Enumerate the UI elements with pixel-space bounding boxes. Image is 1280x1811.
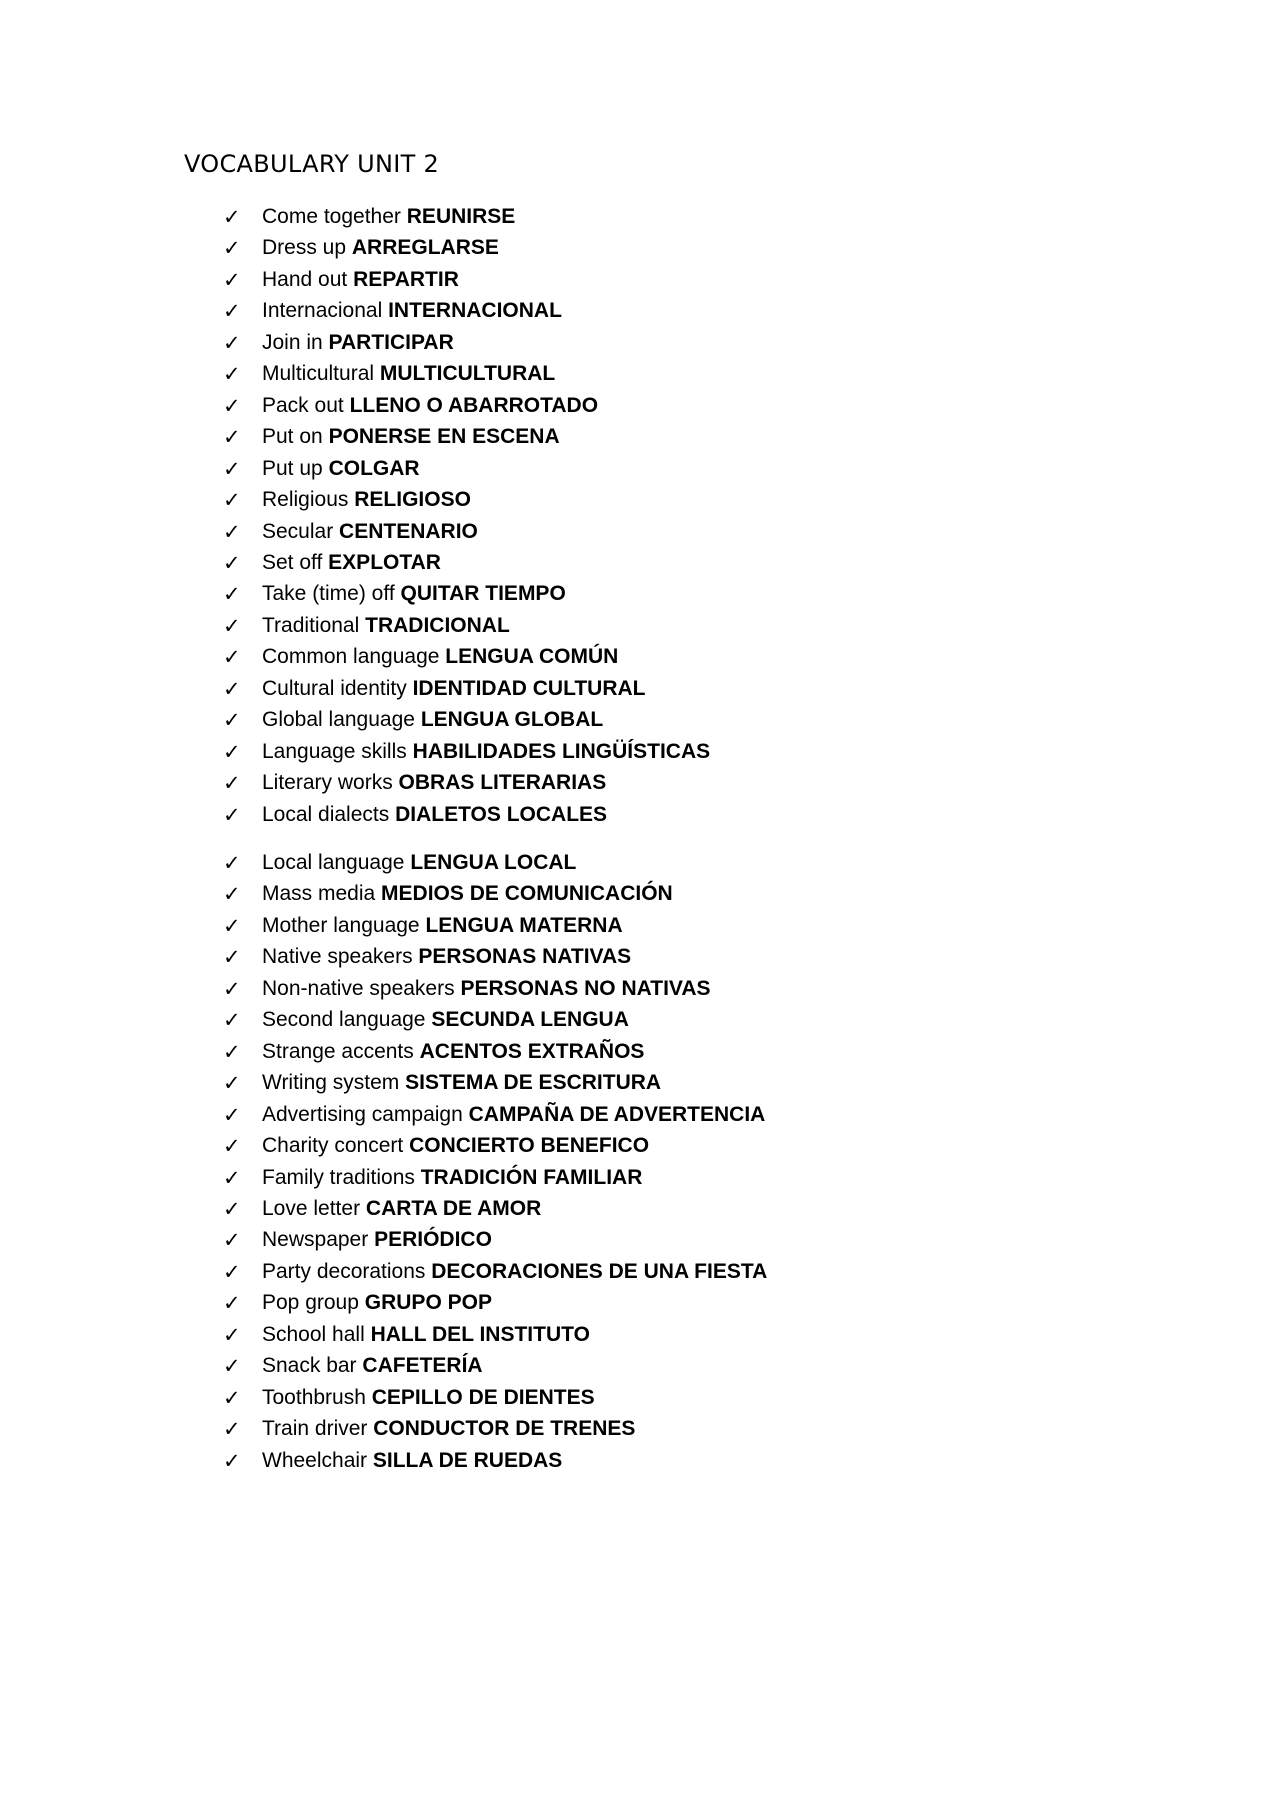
check-icon: ✓ bbox=[223, 677, 241, 701]
spanish-translation: CAMPAÑA DE ADVERTENCIA bbox=[468, 1103, 766, 1126]
check-icon: ✓ bbox=[223, 851, 241, 875]
vocab-entry bbox=[262, 1415, 635, 1443]
spanish-translation: SILLA DE RUEDAS bbox=[372, 1449, 563, 1472]
english-term: Pack out bbox=[262, 394, 344, 417]
vocab-entry bbox=[262, 1132, 649, 1160]
english-term: Advertising campaign bbox=[262, 1103, 463, 1126]
vocab-entry bbox=[262, 1069, 661, 1097]
vocab-entry bbox=[262, 1195, 541, 1223]
spanish-translation: LENGUA LOCAL bbox=[410, 851, 577, 874]
vocab-entry bbox=[262, 706, 603, 734]
english-term: Family traditions bbox=[262, 1166, 415, 1189]
check-icon: ✓ bbox=[223, 1386, 241, 1410]
spanish-translation: DIALETOS LOCALES bbox=[395, 803, 608, 826]
check-icon: ✓ bbox=[223, 614, 241, 638]
check-icon: ✓ bbox=[223, 1040, 241, 1064]
english-term: Common language bbox=[262, 645, 440, 668]
check-icon: ✓ bbox=[223, 268, 241, 292]
check-icon: ✓ bbox=[223, 299, 241, 323]
english-term: Global language bbox=[262, 708, 415, 731]
vocab-entry bbox=[262, 912, 623, 940]
page-title: VOCABULARY UNIT 2 bbox=[184, 150, 440, 178]
english-term: Snack bar bbox=[262, 1354, 357, 1377]
english-term: School hall bbox=[262, 1323, 365, 1346]
english-term: Party decorations bbox=[262, 1260, 426, 1283]
vocab-entry bbox=[262, 234, 499, 262]
english-term: Put up bbox=[262, 457, 323, 480]
check-icon: ✓ bbox=[223, 1323, 241, 1347]
vocab-entry bbox=[262, 329, 454, 357]
spanish-translation: IDENTIDAD CULTURAL bbox=[412, 677, 646, 700]
english-term: Train driver bbox=[262, 1417, 368, 1440]
check-icon: ✓ bbox=[223, 1417, 241, 1441]
check-icon: ✓ bbox=[223, 1134, 241, 1158]
vocab-entry bbox=[262, 203, 515, 231]
spanish-translation: INTERNACIONAL bbox=[388, 299, 562, 322]
check-icon: ✓ bbox=[223, 914, 241, 938]
check-icon: ✓ bbox=[223, 1008, 241, 1032]
spanish-translation: HALL DEL INSTITUTO bbox=[370, 1323, 590, 1346]
english-term: Multicultural bbox=[262, 362, 375, 385]
english-term: Strange accents bbox=[262, 1040, 414, 1063]
english-term: Mass media bbox=[262, 882, 376, 905]
vocab-entry bbox=[262, 612, 510, 640]
english-term: Non-native speakers bbox=[262, 977, 455, 1000]
vocab-entry bbox=[262, 1352, 483, 1380]
vocab-entry bbox=[262, 486, 471, 514]
vocab-entry bbox=[262, 455, 420, 483]
spanish-translation: CARTA DE AMOR bbox=[365, 1197, 542, 1220]
spanish-translation: SECUNDA LENGUA bbox=[431, 1008, 629, 1031]
spanish-translation: DECORACIONES DE UNA FIESTA bbox=[431, 1260, 768, 1283]
check-icon: ✓ bbox=[223, 488, 241, 512]
spanish-translation: CENTENARIO bbox=[339, 520, 478, 543]
english-term: Toothbrush bbox=[262, 1386, 366, 1409]
check-icon: ✓ bbox=[223, 394, 241, 418]
check-icon: ✓ bbox=[223, 1354, 241, 1378]
spanish-translation: QUITAR TIEMPO bbox=[400, 582, 566, 605]
spanish-translation: PERSONAS NATIVAS bbox=[418, 945, 632, 968]
english-term: Love letter bbox=[262, 1197, 361, 1220]
vocab-entry bbox=[262, 392, 598, 420]
vocab-entry bbox=[262, 880, 673, 908]
spanish-translation: PONERSE EN ESCENA bbox=[328, 425, 560, 448]
check-icon: ✓ bbox=[223, 331, 241, 355]
english-term: Take (time) off bbox=[262, 582, 395, 605]
check-icon: ✓ bbox=[223, 1228, 241, 1252]
spanish-translation: ARREGLARSE bbox=[351, 236, 499, 259]
spanish-translation: PERIÓDICO bbox=[374, 1228, 492, 1251]
english-term: Dress up bbox=[262, 236, 347, 259]
vocab-entry bbox=[262, 1006, 629, 1034]
vocab-entry bbox=[262, 518, 478, 546]
english-term: Native speakers bbox=[262, 945, 413, 968]
english-term: Wheelchair bbox=[262, 1449, 368, 1472]
vocab-entry bbox=[262, 1038, 644, 1066]
spanish-translation: PARTICIPAR bbox=[328, 331, 454, 354]
check-icon: ✓ bbox=[223, 645, 241, 669]
check-icon: ✓ bbox=[223, 1449, 241, 1473]
spanish-translation: COLGAR bbox=[328, 457, 420, 480]
english-term: Set off bbox=[262, 551, 323, 574]
spanish-translation: CAFETERÍA bbox=[362, 1354, 483, 1377]
check-icon: ✓ bbox=[223, 945, 241, 969]
vocab-entry bbox=[262, 675, 646, 703]
vocab-entry bbox=[262, 1447, 562, 1475]
check-icon: ✓ bbox=[223, 1103, 241, 1127]
vocab-entry bbox=[262, 297, 562, 325]
english-term: Put on bbox=[262, 425, 323, 448]
english-term: Second language bbox=[262, 1008, 426, 1031]
english-term: Language skills bbox=[262, 740, 407, 763]
spanish-translation: LENGUA MATERNA bbox=[425, 914, 623, 937]
spanish-translation: CONCIERTO BENEFICO bbox=[409, 1134, 650, 1157]
spanish-translation: EXPLOTAR bbox=[328, 551, 441, 574]
spanish-translation: MEDIOS DE COMUNICACIÓN bbox=[381, 882, 673, 905]
vocab-entry bbox=[262, 738, 710, 766]
vocab-entry bbox=[262, 1164, 642, 1192]
check-icon: ✓ bbox=[223, 977, 241, 1001]
english-term: Local language bbox=[262, 851, 405, 874]
english-term: Writing system bbox=[262, 1071, 400, 1094]
check-icon: ✓ bbox=[223, 740, 241, 764]
check-icon: ✓ bbox=[223, 1291, 241, 1315]
english-term: Pop group bbox=[262, 1291, 359, 1314]
spanish-translation: SISTEMA DE ESCRITURA bbox=[405, 1071, 662, 1094]
check-icon: ✓ bbox=[223, 803, 241, 827]
english-term: Join in bbox=[262, 331, 323, 354]
check-icon: ✓ bbox=[223, 1071, 241, 1095]
check-icon: ✓ bbox=[223, 1166, 241, 1190]
vocab-entry bbox=[262, 1258, 767, 1286]
check-icon: ✓ bbox=[223, 205, 241, 229]
vocab-entry bbox=[262, 1321, 590, 1349]
check-icon: ✓ bbox=[223, 771, 241, 795]
vocab-entry bbox=[262, 549, 441, 577]
spanish-translation: GRUPO POP bbox=[364, 1291, 492, 1314]
vocab-entry bbox=[262, 975, 711, 1003]
english-term: Come together bbox=[262, 205, 401, 228]
spanish-translation: PERSONAS NO NATIVAS bbox=[460, 977, 711, 1000]
english-term: Cultural identity bbox=[262, 677, 407, 700]
check-icon: ✓ bbox=[223, 425, 241, 449]
spanish-translation: CONDUCTOR DE TRENES bbox=[373, 1417, 636, 1440]
vocab-entry bbox=[262, 643, 618, 671]
check-icon: ✓ bbox=[223, 1260, 241, 1284]
english-term: Secular bbox=[262, 520, 334, 543]
check-icon: ✓ bbox=[223, 882, 241, 906]
english-term: Newspaper bbox=[262, 1228, 369, 1251]
spanish-translation: LENGUA GLOBAL bbox=[420, 708, 604, 731]
spanish-translation: HABILIDADES LINGÜÍSTICAS bbox=[412, 740, 711, 763]
english-term: Local dialects bbox=[262, 803, 390, 826]
english-term: Internacional bbox=[262, 299, 383, 322]
spanish-translation: RELIGIOSO bbox=[354, 488, 471, 511]
english-term: Religious bbox=[262, 488, 349, 511]
vocab-entry bbox=[262, 849, 576, 877]
vocab-entry bbox=[262, 266, 459, 294]
english-term: Mother language bbox=[262, 914, 420, 937]
vocab-entry bbox=[262, 769, 606, 797]
spanish-translation: LENGUA COMÚN bbox=[445, 645, 619, 668]
english-term: Traditional bbox=[262, 614, 360, 637]
check-icon: ✓ bbox=[223, 551, 241, 575]
spanish-translation: LLENO O ABARROTADO bbox=[349, 394, 599, 417]
check-icon: ✓ bbox=[223, 236, 241, 260]
english-term: Charity concert bbox=[262, 1134, 404, 1157]
vocab-entry bbox=[262, 943, 631, 971]
vocab-entry bbox=[262, 1289, 492, 1317]
check-icon: ✓ bbox=[223, 708, 241, 732]
vocab-entry bbox=[262, 580, 566, 608]
spanish-translation: REPARTIR bbox=[353, 268, 459, 291]
spanish-translation: ACENTOS EXTRAÑOS bbox=[419, 1040, 645, 1063]
spanish-translation: TRADICIÓN FAMILIAR bbox=[420, 1166, 643, 1189]
english-term: Literary works bbox=[262, 771, 393, 794]
vocab-entry bbox=[262, 360, 555, 388]
english-term: Hand out bbox=[262, 268, 348, 291]
vocab-entry bbox=[262, 801, 607, 829]
check-icon: ✓ bbox=[223, 520, 241, 544]
spanish-translation: CEPILLO DE DIENTES bbox=[371, 1386, 595, 1409]
spanish-translation: MULTICULTURAL bbox=[379, 362, 556, 385]
spanish-translation: TRADICIONAL bbox=[365, 614, 510, 637]
spanish-translation: REUNIRSE bbox=[406, 205, 516, 228]
vocab-entry bbox=[262, 423, 560, 451]
check-icon: ✓ bbox=[223, 457, 241, 481]
check-icon: ✓ bbox=[223, 1197, 241, 1221]
check-icon: ✓ bbox=[223, 582, 241, 606]
vocab-entry bbox=[262, 1101, 765, 1129]
vocab-entry bbox=[262, 1384, 595, 1412]
check-icon: ✓ bbox=[223, 362, 241, 386]
vocab-entry bbox=[262, 1226, 492, 1254]
spanish-translation: OBRAS LITERARIAS bbox=[398, 771, 607, 794]
